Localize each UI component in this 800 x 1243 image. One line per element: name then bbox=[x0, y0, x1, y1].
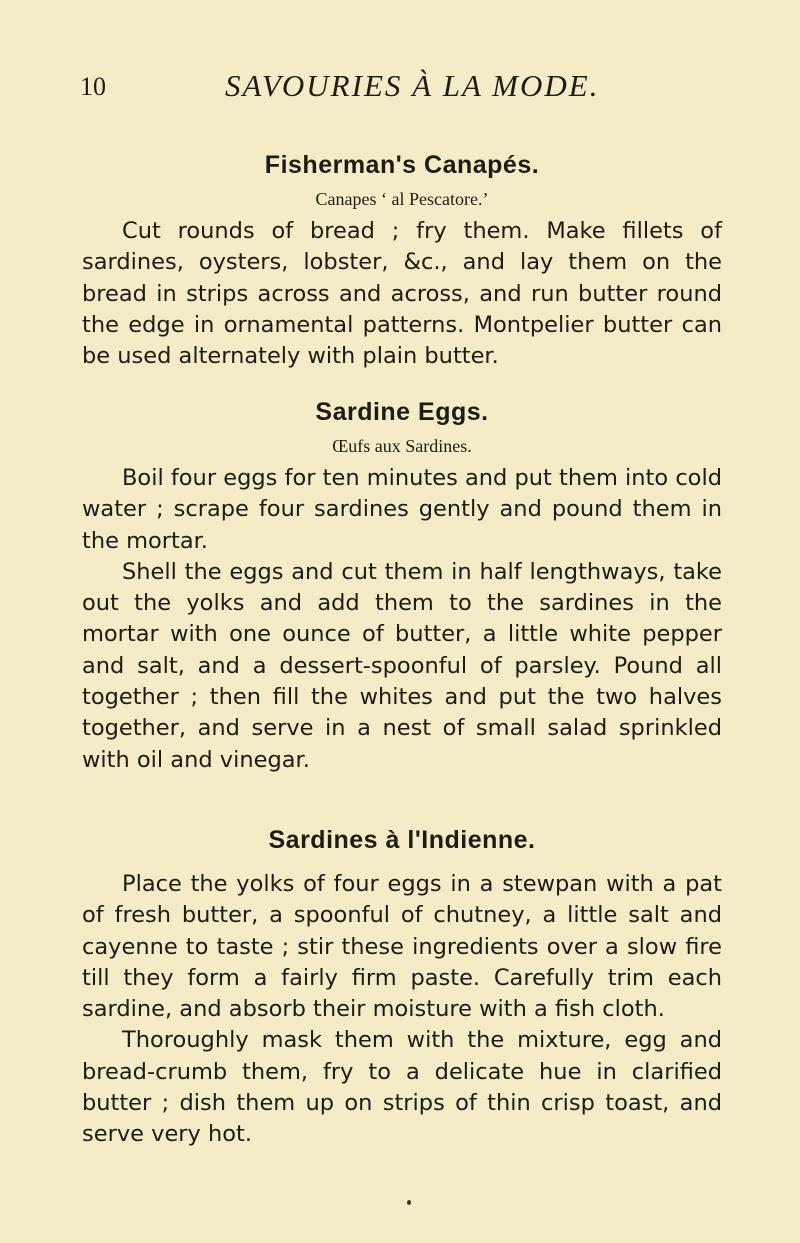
recipe-title: Sardines à l'Indienne. bbox=[268, 826, 536, 854]
recipe-fishermans-canapes bbox=[82, 148, 722, 372]
recipe-sardines-a-lindienne bbox=[82, 823, 722, 1151]
recipe-title: Fisherman's Canapés. bbox=[264, 151, 540, 179]
page-number: 10 bbox=[80, 72, 106, 101]
recipe-paragraph: Shell the eggs and cut them in half lengthways, take out the yolks and add them to the sardines in the mortar with one ounce of butter, a little white pepper and salt, and a dessert-spoonful of parsley. Pound all together ; then fill the whites and put the two halves together, and serve in a nest of small salad sprinkled with oil and vinegar. bbox=[82, 558, 722, 773]
recipe-paragraph: Cut rounds of bread ; fry them. Make fillets of sardines, oysters, lobster, &c., and lay them on the bread in strips across and across, and run butter round the edge in ornamental patterns. Montpelier butter can be used alternately with plain butter. bbox=[82, 218, 722, 370]
recipe-subtitle: Œufs aux Sardines. bbox=[332, 436, 472, 456]
printer-mark bbox=[407, 1200, 411, 1205]
recipe-paragraph: Boil four eggs for ten minutes and put them into cold water ; scrape four sardines gently and pound them in the mortar. bbox=[82, 465, 722, 554]
recipe-subtitle: Canapes ‘ al Pescatore.’ bbox=[315, 189, 489, 209]
recipe-title: Sardine Eggs. bbox=[315, 398, 489, 426]
recipe-sardine-eggs bbox=[82, 395, 722, 776]
recipe-paragraph: Place the yolks of four eggs in a stewpan with a pat of fresh butter, a spoonful of chutney, a little salt and cayenne to taste ; stir these ingredients over a slow fire till they form a fairly firm paste. Carefully trim each sardine, and absorb their moisture with a fish cloth. bbox=[82, 871, 722, 1023]
recipe-paragraph: Thoroughly mask them with the mixture, egg and bread-crumb them, fry to a delicate hue in clarified butter ; dish them up on strips of thin crisp toast, and serve very hot. bbox=[82, 1027, 722, 1148]
running-title: SAVOURIES À LA MODE. bbox=[225, 68, 600, 103]
running-head bbox=[0, 68, 800, 108]
